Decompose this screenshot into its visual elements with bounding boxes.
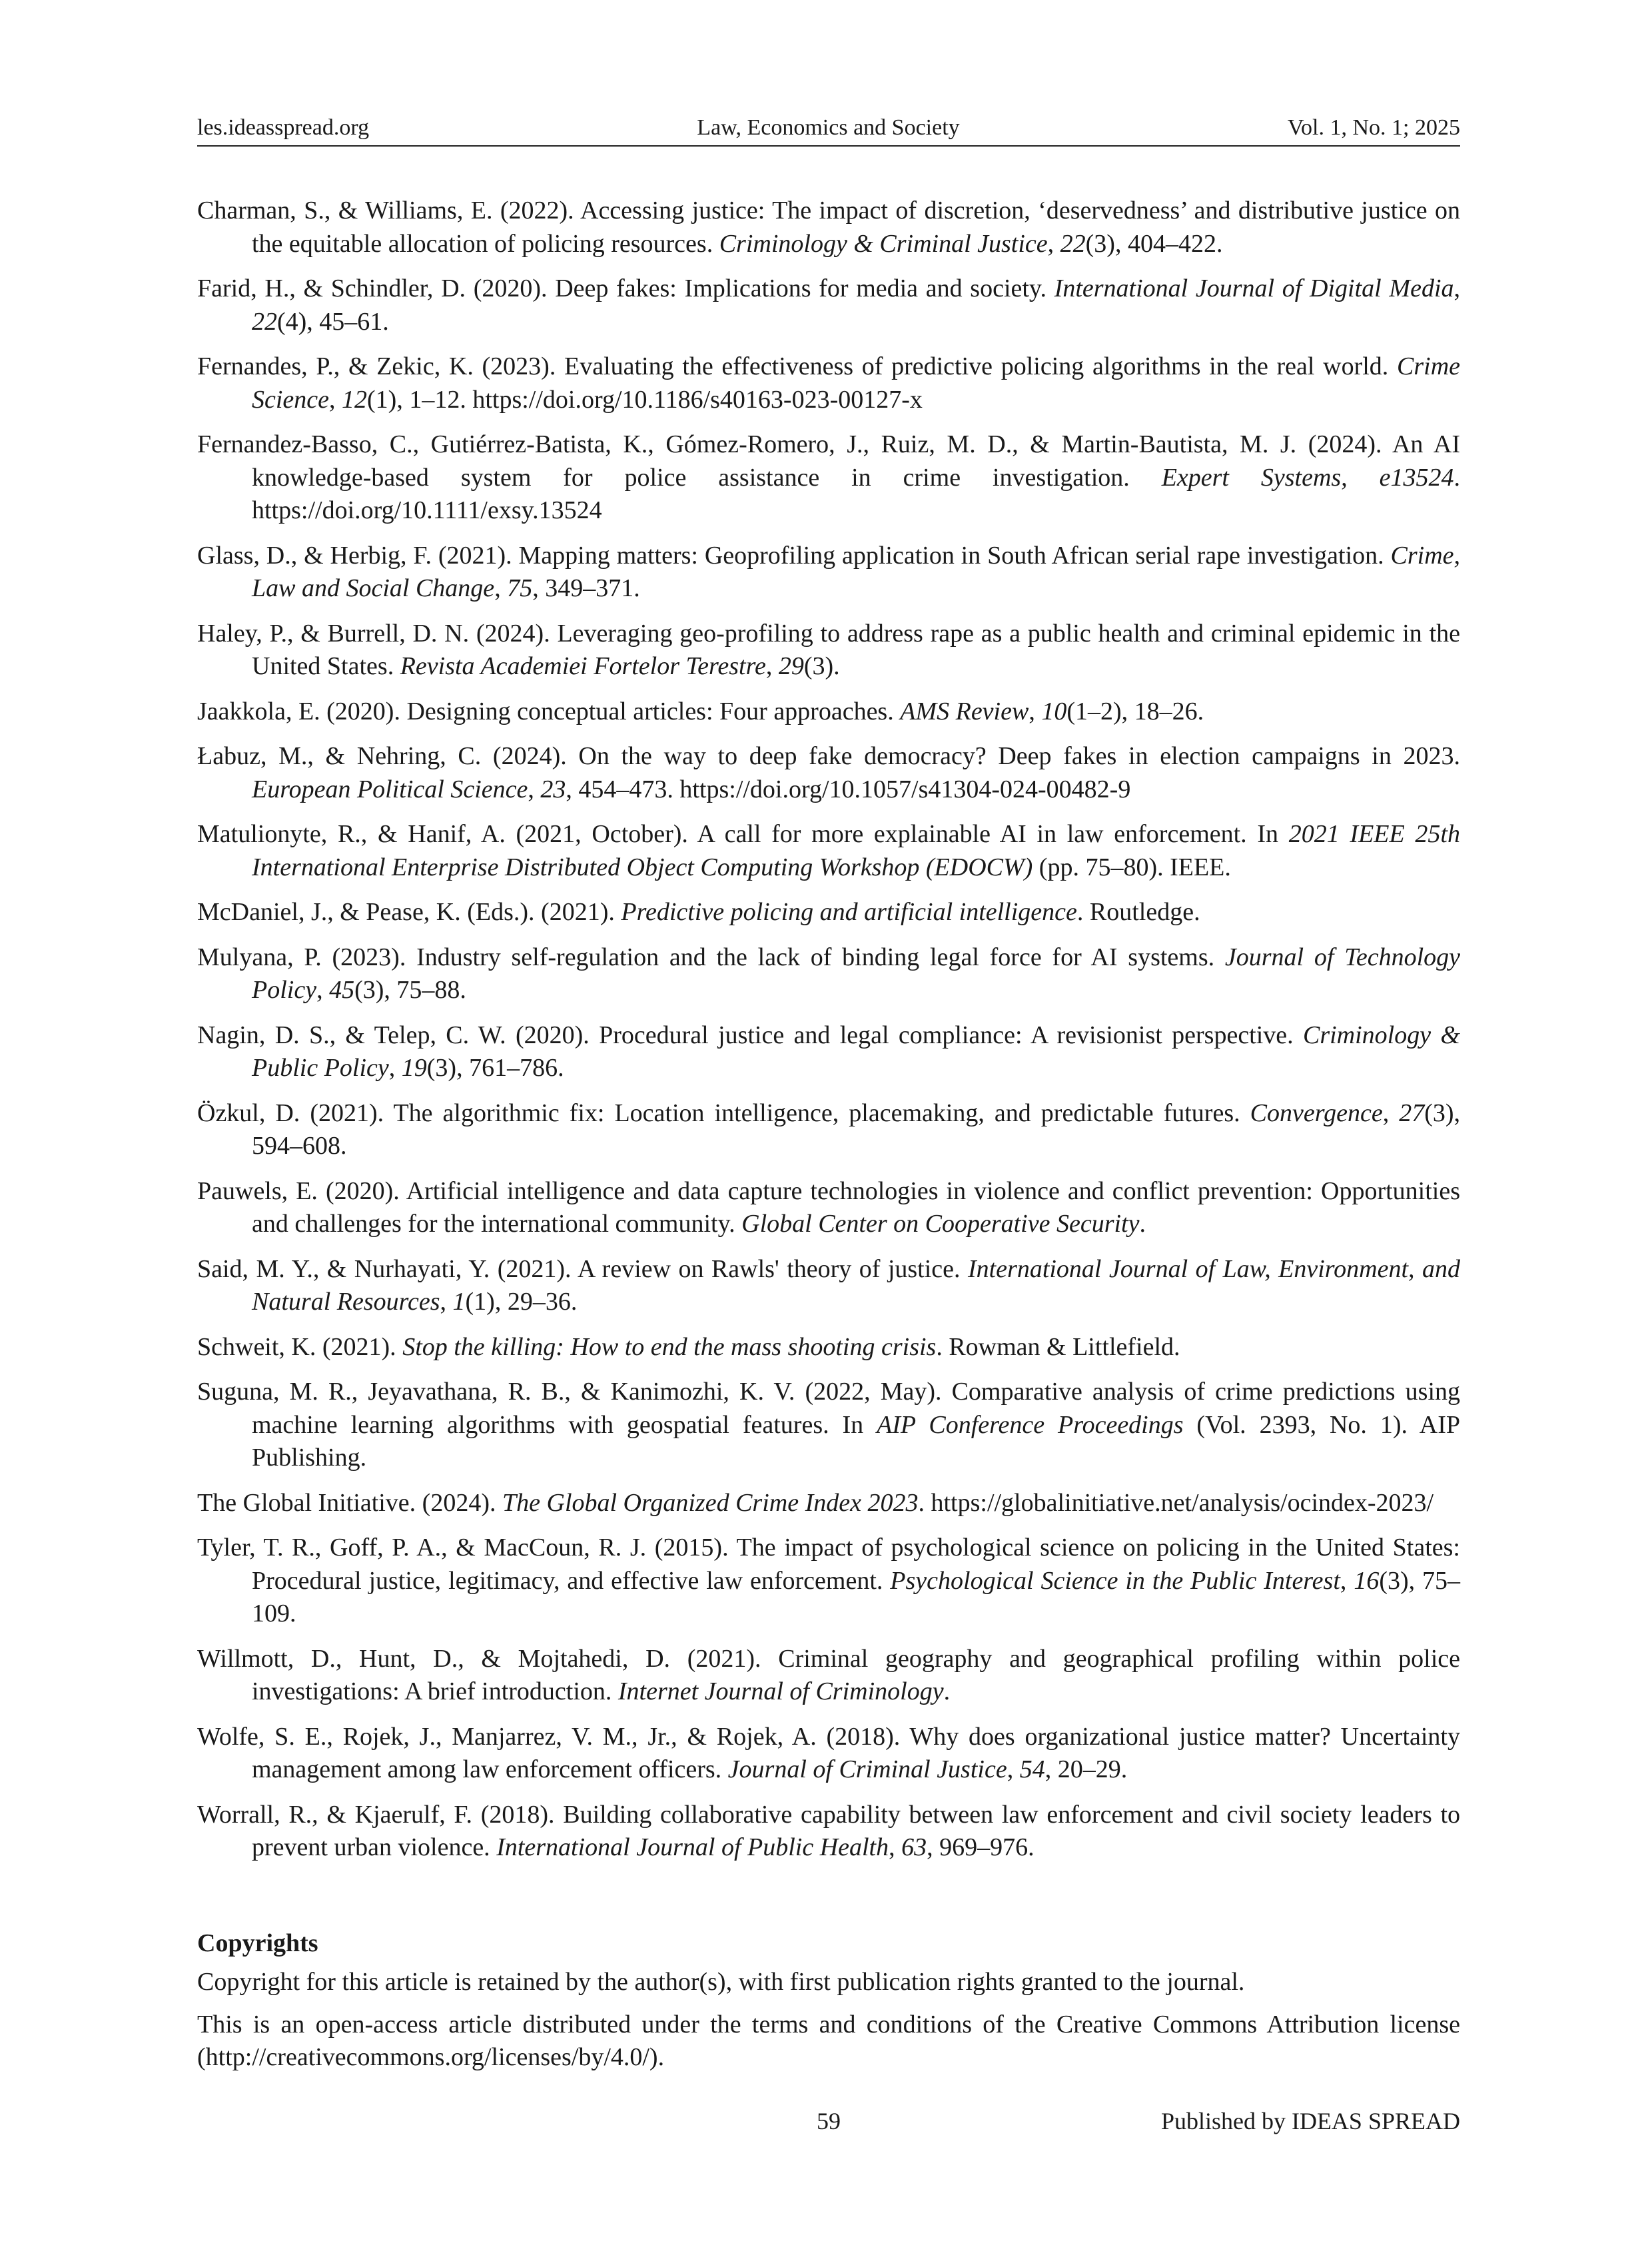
reference-text-part: ,: [1382, 1099, 1400, 1127]
reference-text-part: ,: [1007, 1755, 1020, 1783]
reference-italic-part: International Journal of Public Health: [496, 1833, 889, 1861]
reference-text-part: , 454–473. https://doi.org/10.1057/s41304-024-00482-9: [566, 775, 1131, 803]
reference-text-part: Worrall, R., & Kjaerulf, F. (2018). Building collaborative capability between law enforcement and civil society leaders to prevent urban violence.: [197, 1800, 1460, 1861]
reference-text-part: Farid, H., & Schindler, D. (2020). Deep fakes: Implications for media and society.: [197, 274, 1054, 302]
reference-text-part: ,: [1341, 463, 1380, 492]
reference-italic-part: AIP Conference Proceedings: [877, 1410, 1184, 1439]
reference-text-part: . Routledge.: [1076, 898, 1200, 926]
reference-italic-part: Convergence: [1250, 1099, 1383, 1127]
reference-text-part: McDaniel, J., & Pease, K. (Eds.). (2021).: [197, 898, 621, 926]
reference-italic-part: 10: [1041, 697, 1067, 725]
reference-italic-part: 29: [778, 652, 804, 680]
reference-text-part: ,: [329, 385, 342, 414]
page-number: 59: [817, 2108, 841, 2134]
reference-entry: [197, 618, 1460, 683]
reference-text-part: .: [1139, 1210, 1146, 1238]
reference-italic-part: 1: [452, 1288, 466, 1316]
reference-text-part: (3), 761–786.: [426, 1054, 564, 1082]
reference-text-part: (3), 75–109.: [252, 1566, 1461, 1627]
reference-text-part: ,: [528, 775, 541, 803]
reference-text-part: (3).: [803, 652, 840, 680]
reference-italic-part: 22: [252, 307, 277, 336]
reference-italic-part: Revista Academiei Fortelor Terestre: [400, 652, 766, 680]
reference-italic-part: 75: [507, 574, 533, 602]
reference-italic-part: Criminology & Public Policy: [252, 1021, 1460, 1082]
reference-text-part: Fernandez-Basso, C., Gutiérrez-Batista, K., Gómez-Romero, J., Ruiz, M. D., & Martin-Bautista, M. J. (2024). An AI knowledge-based system for police assistance in crime investigation.: [197, 430, 1460, 492]
copyrights-section: [197, 1927, 1460, 2084]
reference-text-part: ,: [889, 1833, 902, 1861]
reference-text-part: ,: [1453, 274, 1461, 302]
reference-text-part: Matulionyte, R., & Hanif, A. (2021, October). A call for more explainable AI in law enforcement. In: [197, 820, 1289, 848]
reference-list: [197, 195, 1460, 1877]
reference-text-part: Łabuz, M., & Nehring, C. (2024). On the way to deep fake democracy? Deep fakes in election campaigns in 2023.: [197, 742, 1460, 770]
reference-entry: [197, 896, 1460, 929]
reference-entry: [197, 1799, 1460, 1865]
page-footer: [197, 2105, 1460, 2138]
reference-entry: [197, 1019, 1460, 1085]
reference-text-part: Schweit, K. (2021).: [197, 1332, 403, 1361]
reference-italic-part: Journal of Technology Policy: [252, 943, 1461, 1004]
reference-text-part: ,: [440, 1288, 453, 1316]
reference-italic-part: Crime Science: [252, 352, 1460, 414]
reference-italic-part: Psychological Science in the Public Interest: [890, 1566, 1340, 1595]
reference-text-part: Said, M. Y., & Nurhayati, Y. (2021). A review on Rawls' theory of justice.: [197, 1254, 968, 1283]
reference-text-part: Pauwels, E. (2020). Artificial intelligence and data capture technologies in violence and conflict prevention: Opportunities and challenges for the international community.: [197, 1176, 1460, 1238]
reference-text-part: ,: [1047, 229, 1060, 258]
reference-entry: [197, 195, 1460, 260]
reference-text-part: ,: [765, 652, 779, 680]
reference-entry: [197, 1643, 1460, 1709]
reference-italic-part: 2021 IEEE 25th International Enterprise Distributed Object Computing Workshop (EDOCW): [252, 820, 1460, 881]
reference-italic-part: Internet Journal of Criminology: [618, 1677, 944, 1705]
reference-text-part: Wolfe, S. E., Rojek, J., Manjarrez, V. M., Jr., & Rojek, A. (2018). Why does organizational justice matter? Uncertainty management among law enforcement officers.: [197, 1722, 1460, 1783]
reference-entry: [197, 272, 1460, 338]
reference-italic-part: 54: [1019, 1755, 1045, 1783]
reference-italic-part: 27: [1399, 1099, 1425, 1127]
reference-entry: [197, 1721, 1460, 1787]
reference-entry: [197, 1487, 1460, 1520]
reference-italic-part: 22: [1060, 229, 1086, 258]
reference-italic-part: International Journal of Digital Media: [1054, 274, 1454, 302]
reference-italic-part: AMS Review: [900, 697, 1029, 725]
reference-text-part: .: [943, 1677, 951, 1705]
reference-italic-part: 12: [342, 385, 368, 414]
copyrights-heading: Copyrights: [197, 1929, 318, 1957]
reference-italic-part: Expert Systems: [1161, 463, 1342, 492]
header-journal: Law, Economics and Society: [697, 115, 960, 140]
reference-italic-part: The Global Organized Crime Index 2023: [502, 1488, 919, 1517]
reference-text-part: ,: [388, 1054, 402, 1082]
reference-italic-part: 45: [329, 976, 355, 1004]
reference-entry: [197, 540, 1460, 606]
reference-entry: [197, 941, 1460, 1007]
reference-text-part: Glass, D., & Herbig, F. (2021). Mapping matters: Geoprofiling application in South African serial rape investigation.: [197, 541, 1391, 570]
reference-text-part: Suguna, M. R., Jeyavathana, R. B., & Kanimozhi, K. V. (2022, May). Comparative analysis of crime predictions using machine learning algorithms with geospatial features. In: [197, 1378, 1460, 1439]
reference-italic-part: Global Center on Cooperative Security: [741, 1210, 1140, 1238]
reference-italic-part: 23: [540, 775, 566, 803]
reference-text-part: The Global Initiative. (2024).: [197, 1488, 502, 1517]
reference-text-part: (3), 75–88.: [354, 976, 466, 1004]
reference-text-part: Jaakkola, E. (2020). Designing conceptual articles: Four approaches.: [197, 697, 901, 725]
reference-entry: [197, 1175, 1460, 1241]
header-volume: Vol. 1, No. 1; 2025: [1287, 115, 1460, 140]
reference-italic-part: European Political Science: [252, 775, 528, 803]
copyrights-paragraph: Copyright for this article is retained by the author(s), with first publication rights granted to the journal.: [197, 1968, 1245, 1996]
reference-text-part: . Rowman & Littlefield.: [936, 1332, 1180, 1361]
reference-text-part: Haley, P., & Burrell, D. N. (2024). Leveraging geo-profiling to address rape as a public health and criminal epidemic in the United States.: [197, 619, 1460, 680]
reference-text-part: , 20–29.: [1044, 1755, 1128, 1783]
reference-entry: [197, 1331, 1460, 1364]
reference-text-part: Özkul, D. (2021). The algorithmic fix: Location intelligence, placemaking, and predictable futures.: [197, 1099, 1250, 1127]
reference-italic-part: e13524: [1379, 463, 1454, 492]
reference-text-part: ,: [1340, 1566, 1354, 1595]
reference-italic-part: International Journal of Law, Environment, and Natural Resources: [252, 1254, 1460, 1316]
reference-entry: [197, 1376, 1460, 1475]
reference-text-part: (4), 45–61.: [277, 307, 389, 336]
reference-text-part: (1), 29–36.: [465, 1288, 578, 1316]
reference-entry: [197, 1097, 1460, 1163]
license-paragraph: This is an open-access article distributed under the terms and conditions of the Creative Commons Attribution license (http://creativecommons.org/licenses/by/4.0/).: [197, 2010, 1460, 2071]
reference-text-part: ,: [1029, 697, 1042, 725]
reference-entry: [197, 1532, 1460, 1631]
header-site: les.ideasspread.org: [197, 115, 370, 140]
reference-text-part: Fernandes, P., & Zekic, K. (2023). Evaluating the effectiveness of predictive policing algorithms in the real world.: [197, 352, 1397, 380]
running-header: [197, 108, 1460, 147]
reference-italic-part: Crime, Law and Social Change: [252, 541, 1460, 602]
reference-text-part: ,: [494, 574, 508, 602]
reference-text-part: . https://globalinitiative.net/analysis/ocindex-2023/: [918, 1488, 1434, 1517]
reference-text-part: (3), 404–422.: [1085, 229, 1223, 258]
reference-text-part: (1–2), 18–26.: [1066, 697, 1204, 725]
reference-entry: [197, 428, 1460, 528]
reference-italic-part: Predictive policing and artificial intelligence: [621, 898, 1077, 926]
reference-text-part: (1), 1–12. https://doi.org/10.1186/s40163-023-00127-x: [367, 385, 923, 414]
reference-italic-part: Criminology & Criminal Justice: [719, 229, 1048, 258]
reference-text-part: ,: [316, 976, 330, 1004]
reference-italic-part: Stop the killing: How to end the mass shooting crisis: [402, 1332, 937, 1361]
reference-text-part: (3), 594–608.: [252, 1099, 1461, 1160]
reference-entry: [197, 350, 1460, 416]
reference-entry: [197, 740, 1460, 806]
reference-text-part: (pp. 75–80). IEEE.: [1032, 853, 1231, 881]
reference-text-part: Willmott, D., Hunt, D., & Mojtahedi, D. (2021). Criminal geography and geographical profiling within police investigations: A brief introduction.: [197, 1644, 1460, 1705]
reference-text-part: Tyler, T. R., Goff, P. A., & MacCoun, R. J. (2015). The impact of psychological science on policing in the United States: Procedural justice, legitimacy, and effective law enforcement.: [197, 1534, 1460, 1595]
reference-text-part: . https://doi.org/10.1111/exsy.13524: [252, 463, 1461, 524]
reference-entry: [197, 1253, 1460, 1319]
reference-text-part: Charman, S., & Williams, E. (2022). Accessing justice: The impact of discretion, ‘deservedness’ and distributive justice on the equitable allocation of policing resources.: [197, 197, 1460, 258]
reference-text-part: Nagin, D. S., & Telep, C. W. (2020). Procedural justice and legal compliance: A revisionist perspective.: [197, 1021, 1303, 1049]
reference-entry: [197, 695, 1460, 729]
reference-italic-part: 63: [901, 1833, 927, 1861]
reference-text-part: , 349–371.: [532, 574, 640, 602]
reference-italic-part: 16: [1354, 1566, 1380, 1595]
reference-text-part: Mulyana, P. (2023). Industry self-regulation and the lack of binding legal force for AI systems.: [197, 943, 1225, 971]
reference-text-part: (Vol. 2393, No. 1). AIP Publishing.: [252, 1410, 1460, 1472]
publisher-label: Published by IDEAS SPREAD: [1160, 2108, 1460, 2134]
reference-text-part: , 969–976.: [927, 1833, 1034, 1861]
reference-entry: [197, 818, 1460, 884]
reference-italic-part: 19: [401, 1054, 427, 1082]
reference-italic-part: Journal of Criminal Justice: [727, 1755, 1007, 1783]
